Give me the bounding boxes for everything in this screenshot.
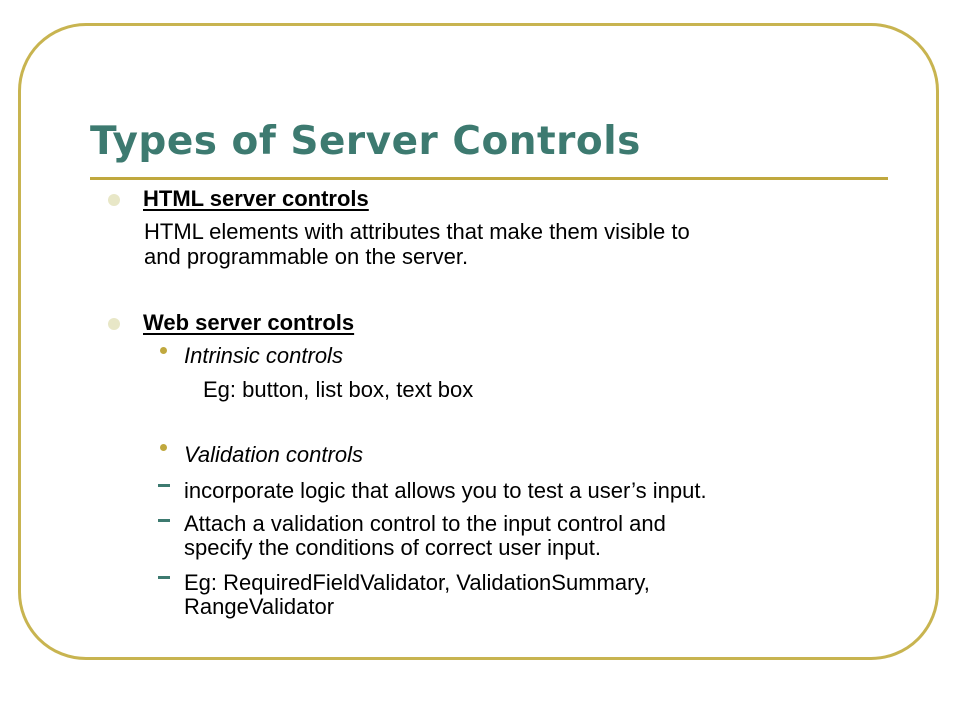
detail-line: RangeValidator [184,594,335,619]
subitem-example: Eg: button, list box, text box [203,377,474,402]
dash-icon [158,519,170,522]
section-description-line: and programmable on the server. [144,244,469,269]
subitem-label-intrinsic-controls: Intrinsic controls [184,343,343,368]
section-description-line: HTML elements with attributes that make them visible to [144,219,690,244]
detail-line: incorporate logic that allows you to test a user’s input. [184,478,707,503]
sub-bullet-icon [160,347,167,354]
detail-line: Eg: RequiredFieldValidator, ValidationSummary, [184,570,650,595]
subitem-label-validation-controls: Validation controls [184,442,363,467]
section-heading-web-server-controls: Web server controls [143,310,355,335]
dash-icon [158,576,170,579]
sub-bullet-icon [160,444,167,451]
bullet-icon [108,194,120,206]
title-underline-rule [90,177,888,180]
slide-title: Types of Server Controls [90,119,641,164]
dash-icon [158,484,170,487]
section-heading-html-server-controls: HTML server controls [143,186,369,211]
detail-line: specify the conditions of correct user input. [184,535,601,560]
bullet-icon [108,318,120,330]
detail-line: Attach a validation control to the input control and [184,511,666,536]
